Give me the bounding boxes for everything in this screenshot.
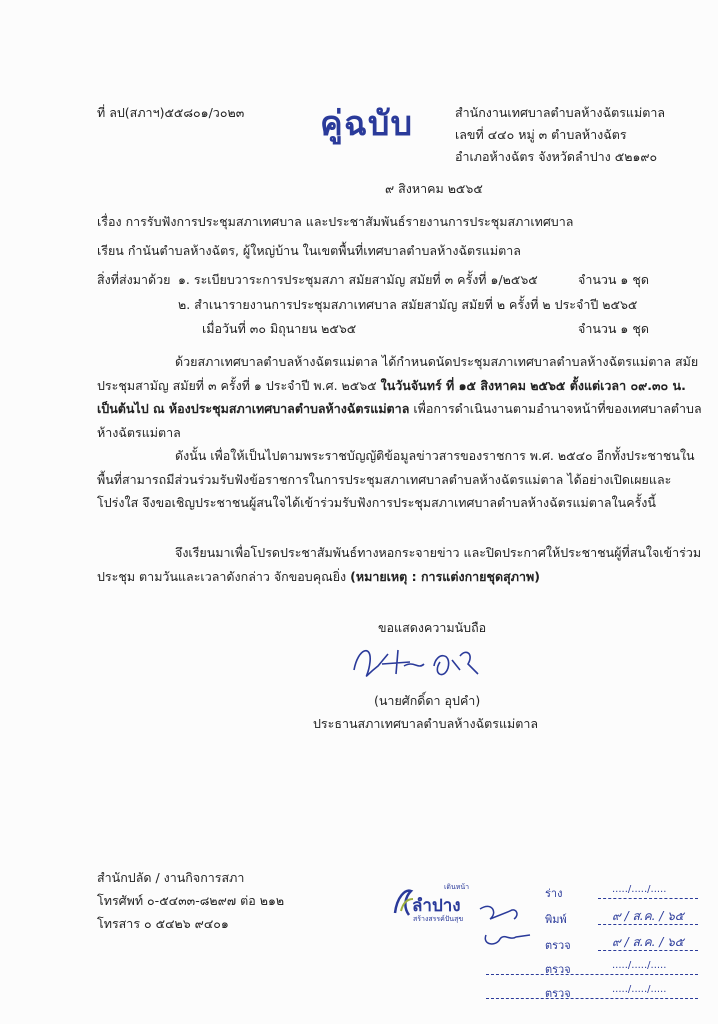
copy-stamp: คู่ฉบับ: [320, 104, 414, 144]
p1-meeting-time: ในวันจันทร์ ที่ ๑๕ สิงหาคม ๒๕๖๕ ตั้งแต่เวลา ๐๙.๓๐ น. เป็นต้นไป ณ ห้องประชุมสภาเทศบาลตำบลห้างฉัตรแม่ตาล: [97, 377, 686, 416]
signer-name: (นายศักดิ์ดา อุปคำ): [374, 693, 481, 708]
closing-salutation: ขอแสดงความนับถือ: [378, 620, 487, 635]
routing-label-draft: ร่าง: [545, 887, 563, 900]
routing-line: [598, 898, 698, 899]
enclosure-item-2-date: เมื่อวันที่ ๓๐ มิถุนายน ๒๕๖๕: [202, 321, 357, 336]
office-line: อำเภอห้างฉัตร จังหวัดลำปาง ๕๒๑๙๐: [455, 149, 658, 164]
logo-tagline: สร้างสรรค์ปันสุข: [413, 915, 464, 923]
recipient-line: เรียน กำนันตำบลห้างฉัตร, ผู้ใหญ่บ้าน ในเขตพื้นที่เทศบาลตำบลห้างฉัตรแม่ตาล: [97, 243, 521, 258]
routing-label-check-1: ตรวจ: [545, 939, 571, 952]
routing-value-check-2: ...../...../.....: [612, 960, 667, 971]
body-paragraph-3: [97, 541, 702, 588]
p2-text: ดังนั้น เพื่อให้เป็นไปตามพระราชบัญญัติข้อมูลข่าวสารของราชการ พ.ศ. ๒๕๔๐ อีกทั้งประชาชนในพื้นที่สามารถมีส่วนร่วมรับฟังข้อราชการในการประชุมสภาเทศบาลตำบลห้างฉัตรแม่ตาล ได้อย่างเปิดเผยและโปร่งใส จึงขอเชิญประชาชนผู้สนใจได้เข้าร่วมรับฟังการประชุมสภาเทศบาลตำบลห้างฉัตรแม่ตาลในครั้งนี้: [97, 448, 695, 510]
office-line: สำนักงานเทศบาลตำบลห้างฉัตรแม่ตาล: [455, 105, 666, 120]
routing-value-draft: ...../...../.....: [612, 884, 667, 895]
p1-text-a: ด้วยสภาเทศบาลตำบลห้างฉัตรแม่ตาล ได้กำหนดนัดประชุมสภาเทศบาลตำบลห้างฉัตรแม่ตาล สมัยประชุมสามัญ สมัยที่ ๓ ครั้งที่ ๑ ประจำปี พ.ศ. ๒๕๖๕: [97, 354, 699, 393]
enclosure-item-2: ๒. สำเนารายงานการประชุมสภาเทศบาล สมัยสามัญ สมัยที่ ๒ ครั้งที่ ๒ ประจำปี ๒๕๖๕: [178, 297, 638, 312]
office-address: [455, 102, 665, 168]
enclosure-item-1: ๑. ระเบียบวาระการประชุมสภา สมัยสามัญ สมัยที่ ๓ ครั้งที่ ๑/๒๕๖๕: [178, 272, 538, 287]
routing-label-typed: พิมพ์: [545, 913, 567, 926]
enclosures-label: สิ่งที่ส่งมาด้วย: [97, 272, 171, 287]
office-line: เลขที่ ๔๔๐ หมู่ ๓ ตำบลห้างฉัตร: [455, 127, 627, 142]
signer-position: ประธานสภาเทศบาลตำบลห้างฉัตรแม่ตาล: [313, 716, 539, 731]
letter-date: ๙ สิงหาคม ๒๕๖๕: [385, 181, 483, 196]
initials-scribble-icon: [476, 895, 540, 951]
enclosure-item-1-qty: จำนวน ๑ ชุด: [578, 272, 649, 287]
routing-line: [486, 998, 698, 999]
routing-value-check-3: ...../...../.....: [612, 984, 667, 995]
footer-fax: โทรสาร ๐ ๕๔๒๖ ๙๔๐๑: [97, 916, 229, 931]
routing-value-check-1: ๙ / ส.ค. / ๖๕: [612, 935, 684, 949]
dress-code-note: (หมายเหตุ : การแต่งกายชุดสุภาพ): [350, 568, 540, 584]
footer-phone: โทรศัพท์ ๐-๕๔๓๓-๘๒๙๗ ต่อ ๒๑๒: [97, 893, 285, 908]
routing-line: [486, 974, 698, 975]
logo-tagline-small: เดินหน้า: [444, 883, 470, 891]
routing-label-check-3: ตรวจ: [545, 987, 571, 1000]
body-paragraph-2: [97, 444, 702, 515]
enclosure-item-2-qty: จำนวน ๑ ชุด: [578, 321, 649, 336]
signature-image: [348, 640, 488, 688]
routing-label-check-2: ตรวจ: [545, 963, 571, 976]
footer-contact: [97, 866, 284, 935]
subject-line: เรื่อง การรับฟังการประชุมสภาเทศบาล และประชาสัมพันธ์รายงานการประชุมสภาเทศบาล: [97, 214, 574, 229]
logo-text: ลำปาง: [412, 896, 461, 916]
routing-value-typed: ๙ / ส.ค. / ๖๕: [612, 909, 684, 923]
reference-number: ที่ ลป(สภาฯ)๕๕๘๐๑/ว๐๒๓: [97, 105, 245, 120]
p1-text-b: เพื่อการดำเนินงานตามอำนาจหน้าที่ของเทศบาลตำบลห้างฉัตรแม่ตาล: [97, 401, 702, 440]
footer-department: สำนักปลัด / งานกิจการสภา: [97, 870, 245, 885]
body-paragraph-1: [97, 350, 702, 444]
p3-text: จึงเรียนมาเพื่อโปรดประชาสัมพันธ์ทางหอกระจายข่าว และปิดประกาศให้ประชาชนผู้ที่สนใจเข้าร่วมประชุม ตามวันและเวลาดังกล่าว จักขอบคุณยิ่ง: [97, 545, 702, 584]
